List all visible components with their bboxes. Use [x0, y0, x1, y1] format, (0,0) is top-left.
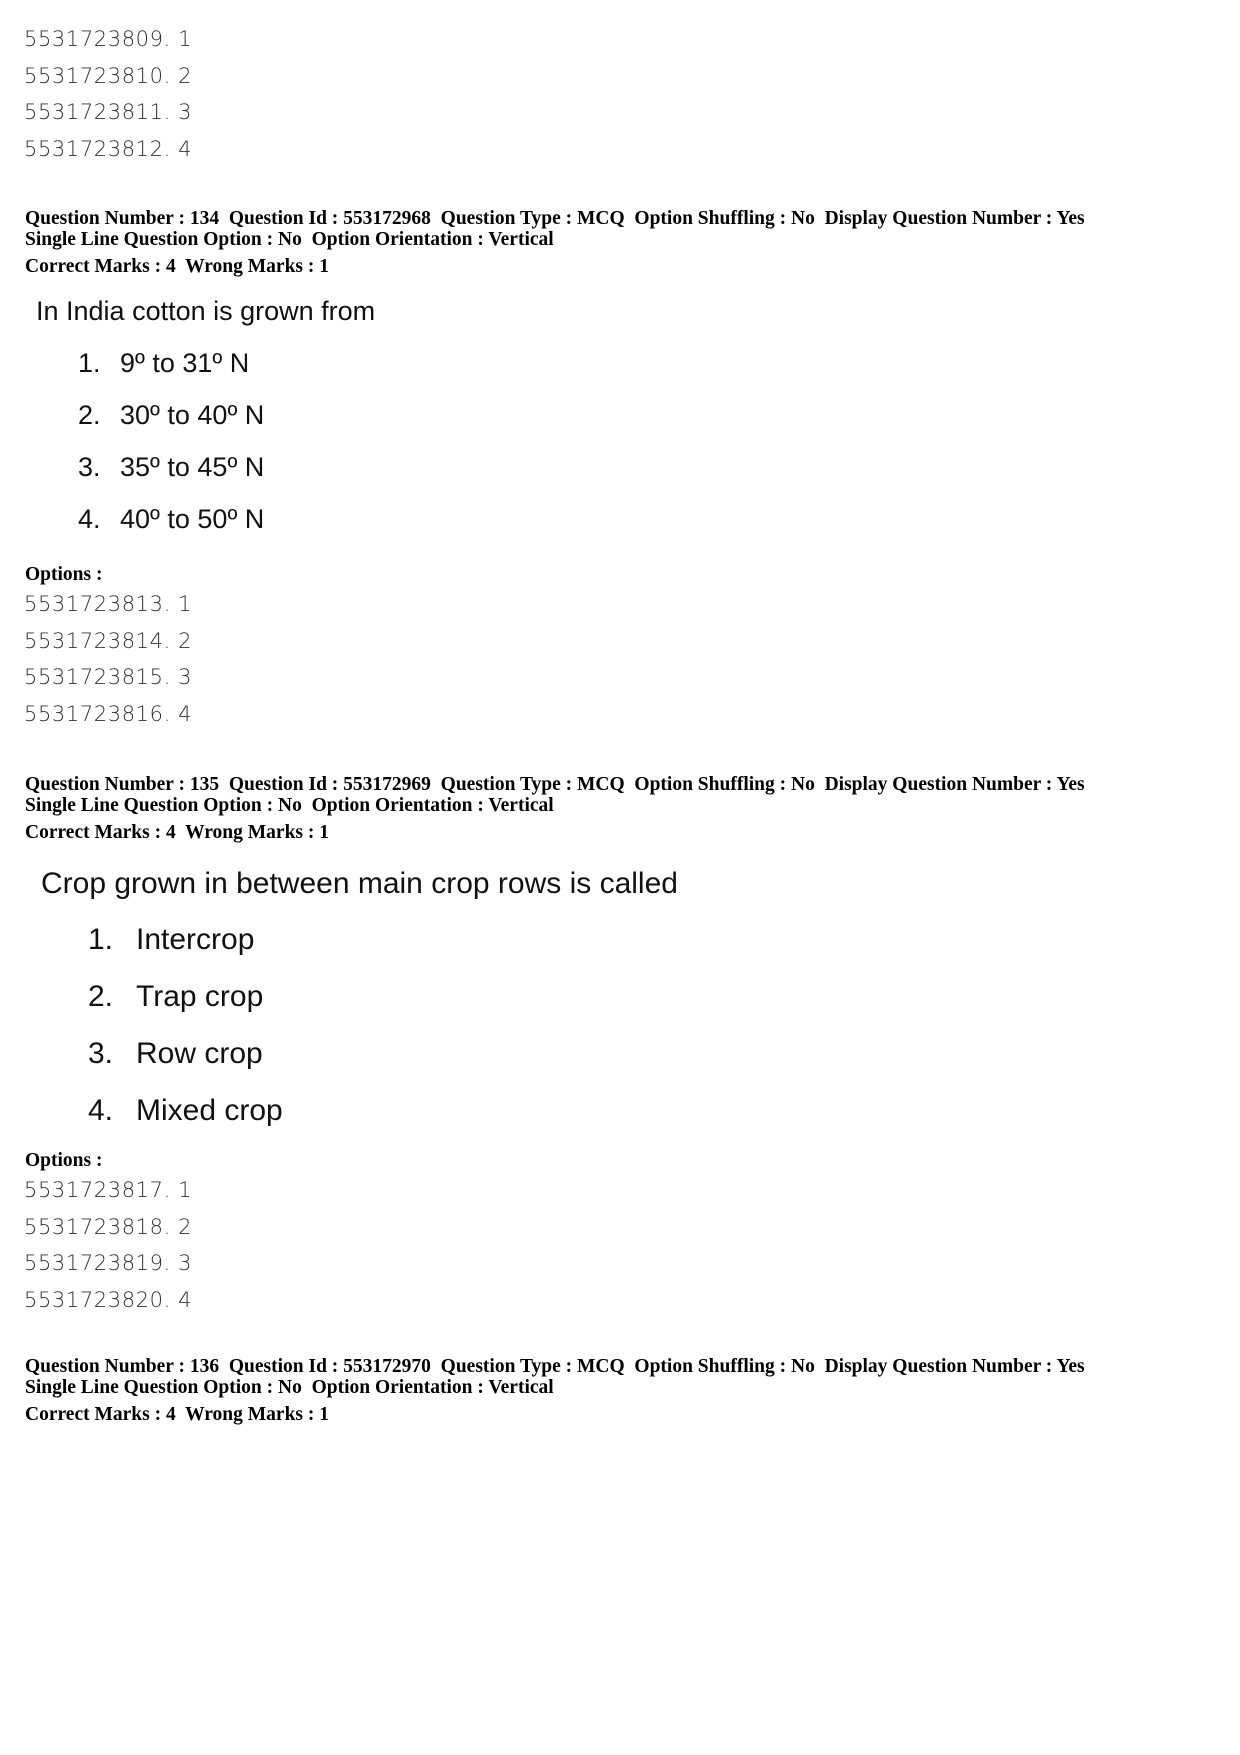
question-choices	[78, 346, 375, 536]
option-id-line: 5531723815. 3	[24, 665, 193, 689]
question-meta-line: Single Line Question Option : No Option Orientation : Vertical	[25, 795, 554, 816]
choice-number: 2.	[78, 400, 101, 430]
choice-item	[78, 398, 375, 432]
question-135-body	[41, 866, 678, 1150]
option-id-line: 5531723816. 4	[24, 701, 193, 726]
question-meta-line: Question Number : 134 Question Id : 553172968 Question Type : MCQ Option Shuffling : No Display Question Number : Yes	[25, 208, 1085, 229]
question-choices	[88, 922, 678, 1129]
question-marks: Correct Marks : 4 Wrong Marks : 1	[25, 822, 330, 843]
option-id-line: 5531723812. 4	[24, 136, 193, 161]
option-id-line: 5531723811. 3	[24, 100, 193, 124]
choice-text: Trap crop	[136, 980, 264, 1013]
choice-item	[88, 1093, 678, 1129]
option-id-line: 5531723809. 1	[24, 27, 193, 51]
option-id-line: 5531723814. 2	[24, 628, 193, 653]
choice-text: 35º to 45º N	[120, 452, 265, 482]
question-stem: In India cotton is grown from	[36, 296, 376, 326]
option-id-line: 5531723817. 1	[24, 1178, 193, 1202]
option-id-line: 5531723818. 2	[24, 1214, 193, 1239]
choice-number: 4.	[88, 1094, 114, 1127]
choice-text: 9º to 31º N	[120, 348, 250, 378]
question-135-options	[24, 1172, 192, 1318]
question-136-header	[25, 1356, 1085, 1425]
option-id-line: 5531723813. 1	[24, 592, 193, 616]
question-marks: Correct Marks : 4 Wrong Marks : 1	[25, 256, 330, 277]
choice-item	[88, 979, 678, 1015]
question-134-options	[24, 586, 192, 732]
question-marks: Correct Marks : 4 Wrong Marks : 1	[25, 1404, 330, 1425]
choice-number: 4.	[78, 504, 101, 534]
option-id-line: 5531723810. 2	[24, 63, 193, 88]
question-meta-line: Question Number : 136 Question Id : 553172970 Question Type : MCQ Option Shuffling : No Display Question Number : Yes	[25, 1356, 1085, 1377]
option-id-line: 5531723820. 4	[24, 1287, 193, 1312]
previous-question-options	[24, 21, 192, 167]
choice-text: Intercrop	[136, 923, 255, 956]
question-135-header	[25, 774, 1085, 843]
choice-number: 1.	[88, 923, 114, 956]
choice-number: 1.	[78, 348, 101, 378]
question-134-header	[25, 208, 1085, 277]
choice-text: Mixed crop	[136, 1094, 283, 1127]
options-label: Options :	[25, 1150, 103, 1171]
choice-text: 40º to 50º N	[120, 504, 265, 534]
choice-text: 30º to 40º N	[120, 400, 265, 430]
option-id-line: 5531723819. 3	[24, 1251, 193, 1275]
question-stem: Crop grown in between main crop rows is called	[41, 867, 678, 900]
choice-item	[88, 1036, 678, 1072]
choice-number: 2.	[88, 980, 114, 1013]
question-meta-line: Single Line Question Option : No Option Orientation : Vertical	[25, 229, 554, 250]
choice-item	[78, 502, 375, 536]
question-134-body	[36, 294, 375, 554]
choice-number: 3.	[88, 1037, 114, 1070]
question-meta-line: Single Line Question Option : No Option Orientation : Vertical	[25, 1377, 554, 1398]
choice-text: Row crop	[136, 1037, 263, 1070]
choice-number: 3.	[78, 452, 101, 482]
choice-item	[78, 346, 375, 380]
choice-item	[88, 922, 678, 958]
options-label: Options :	[25, 564, 103, 585]
choice-item	[78, 450, 375, 484]
question-meta-line: Question Number : 135 Question Id : 553172969 Question Type : MCQ Option Shuffling : No Display Question Number : Yes	[25, 774, 1085, 795]
